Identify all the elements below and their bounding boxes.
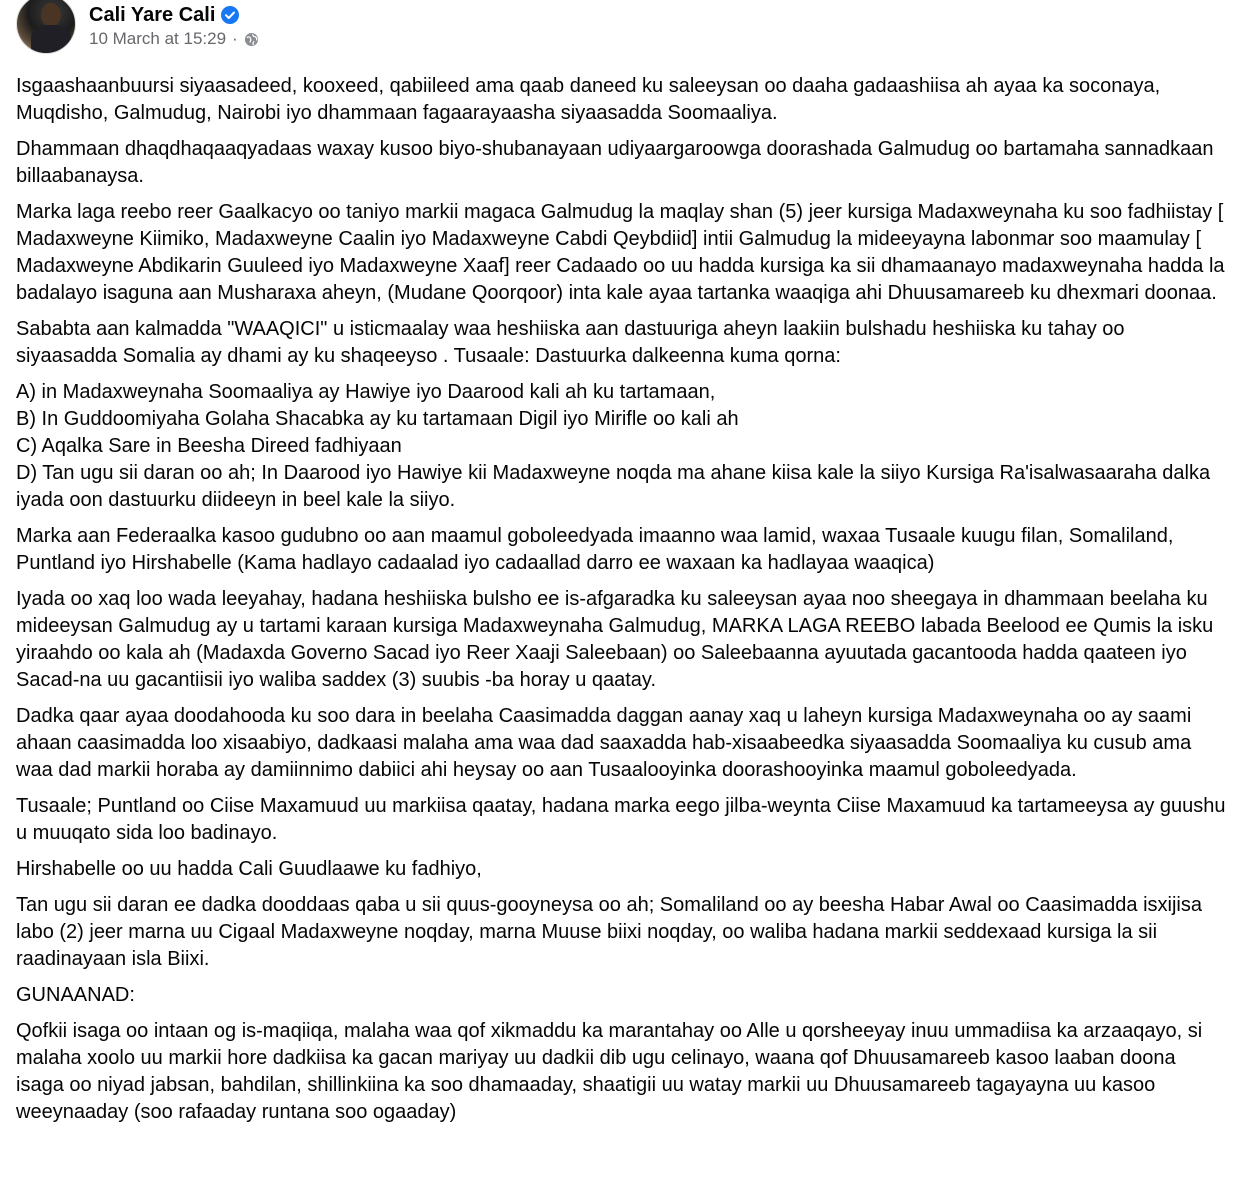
- avatar-body: [31, 25, 71, 54]
- list-item: C) Aqalka Sare in Beesha Direed fadhiyaan: [16, 435, 402, 457]
- post-paragraph: Tusaale; Puntland oo Ciise Maxamuud uu markiisa qaatay, hadana marka eego jilba-weynta Ciise Maxamuud ka tartameeysa ay guushu u muuqato sida loo badinayo.: [16, 795, 1226, 844]
- list-item: B) In Guddoomiyaha Golaha Shacabka ay ku tartamaan Digil iyo Mirifle oo kali ah: [16, 408, 739, 430]
- post-list: [16, 379, 1228, 514]
- post-paragraph: Tan ugu sii daran ee dadka dooddaas qaba u sii quus-gooyneysa oo ah; Somaliland oo ay beesha Habar Awal oo Caasimadda isxijisa labo (2) jeer marna uu Cigaal Madaxweyne noqday, marna Muuse biixi noqday, oo waliba hadana markii seddexaad kursiga la sii raadinayaan isla Biixi.: [16, 894, 1202, 970]
- post-body: [16, 73, 1228, 1135]
- post-paragraph: Isgaashaanbuursi siyaasadeed, kooxeed, qabiileed ama qaab daneed ku saleeysan oo daaha gadaashiisa ah ayaa ka soconaya, Muqdisho, Galmudug, Nairobi iyo dhammaan fagaarayaasha siyaasadda Soomaaliya.: [16, 75, 1161, 124]
- author-name[interactable]: Cali Yare Cali: [89, 3, 216, 26]
- list-item: D) Tan ugu sii daran oo ah; In Daarood iyo Hawiye kii Madaxweyne noqda ma ahane kiisa kale la siiyo Kursiga Ra'isalwasaaraha dalka iyada oon dastuurku diideeyn in beel kale la siiyo.: [16, 462, 1211, 511]
- post-paragraph: Iyada oo xaq loo wada leeyahay, hadana heshiiska bulsho ee is-afgaradka ku saleeysan ayaa noo sheegaya in dhammaan beelaha ku mideeysan Galmudug ay u tartami karaan kursiga Madaxweynaha Galmudug, MARKA LAGA REEBO labada Beelood ee Qumis la isku yiraahdo oo kala ah (Madaxda Governo Sacad iyo Reer Xaaji Saleebaan) oo Saleebaanna ayuutada gacantooda hadda qaateen iyo Sacad-na uu gacantiisii iyo waliba saddex (3) suubis -ba horay u qaatay.: [16, 588, 1214, 691]
- post-header: [16, 0, 259, 56]
- meta-separator: ·: [232, 29, 238, 48]
- verified-badge-icon: [221, 6, 239, 24]
- post-paragraph: Dhammaan dhaqdhaqaaqyadaas waxay kusoo biyo-shubanayaan udiyaargaroowga doorashada Galmudug oo bartamaha sannadkaan billaabanaysa.: [16, 138, 1214, 187]
- post-paragraph: Dadka qaar ayaa doodahooda ku soo dara in beelaha Caasimadda daggan aanay xaq u laheyn kursiga Madaxweynaha oo ay saami ahaan caasimadda loo xisaabiyo, dadkaasi malaha ama waa dad saaxadda hab-xisaabeedka siyaasadda Soomaaliya ku cusub ama waa dad markii horaba ay damiinnimo dabiici ahi heysay oo aan Tusaalooyinka doorashooyinka maamul goboleedyada.: [16, 705, 1192, 781]
- list-item: A) in Madaxweynaha Soomaaliya ay Hawiye iyo Daarood kali ah ku tartamaan,: [16, 381, 716, 403]
- post-paragraph: Marka aan Federaalka kasoo gudubno oo aan maamul goboleedyada imaanno waa lamid, waxaa Tusaale kuugu filan, Somaliland, Puntland iyo Hirshabelle (Kama hadlayo cadaalad iyo cadaallad darro ee waxaan ka hadlayaa waaqica): [16, 525, 1174, 574]
- avatar-face: [41, 3, 61, 27]
- post-timestamp[interactable]: 10 March at 15:29: [89, 29, 227, 48]
- post-paragraph: Sababta aan kalmadda "WAAQICI" u isticmaalay waa heshiiska aan dastuuriga aheyn laakiin bulshadu heshiiska ku tahay oo siyaasadda Somalia ay dhami ay ku shaqeeyso . Tusaale: Dastuurka dalkeenna kuma qorna:: [16, 318, 1125, 367]
- post-paragraph: Marka laga reebo reer Gaalkacyo oo taniyo markii magaca Galmudug la maqlay shan (5) jeer kursiga Madaxweynaha ku soo fadhiistay [ Madaxweyne Kiimiko, Madaxweyne Caalin iyo Madaxweyne Cabdi Qeybdiid] intii Galmudug la mideeyayna labonmar soo maamulay [ Madaxweyne Abdikarin Guuleed iyo Madaxweyne Xaaf] reer Cadaado oo uu hadda kursiga ka sii dhamaanayo madaxweynaha hadda la badalayo isaguna aan Musharaxa aheyn, (Mudane Qoorqoor) inta kale ayaa tartanka waaqiga ahi Dhuusamareeb ku dhexmari doonaa.: [16, 201, 1225, 304]
- author-meta: [89, 0, 259, 49]
- post-paragraph: Qofkii isaga oo intaan og is-maqiiqa, malaha waa qof xikmaddu ka marantahay oo Alle u qorsheeyay inuu ummadiisa ka arzaaqayo, si malaha xoolo uu markii hore dadkiisa ka gacan mariyay uu dadkii dib ugu celinayo, waana qof Dhuusamareeb kasoo laaban doona isaga oo niyad jabsan, bahdilan, shillinkiina ka soo dhamaaday, shaatigii uu watay markii uu Dhuusamareeb tagayayna uu kasoo weeynaaday (soo rafaaday runtana soo ogaaday): [16, 1020, 1203, 1123]
- post-paragraph: GUNAANAD:: [16, 984, 135, 1006]
- name-row: [89, 0, 259, 30]
- post-meta-row: [89, 29, 259, 49]
- globe-icon[interactable]: [244, 32, 259, 47]
- post-paragraph: Hirshabelle oo uu hadda Cali Guudlaawe ku fadhiyo,: [16, 858, 482, 880]
- avatar[interactable]: [16, 0, 76, 54]
